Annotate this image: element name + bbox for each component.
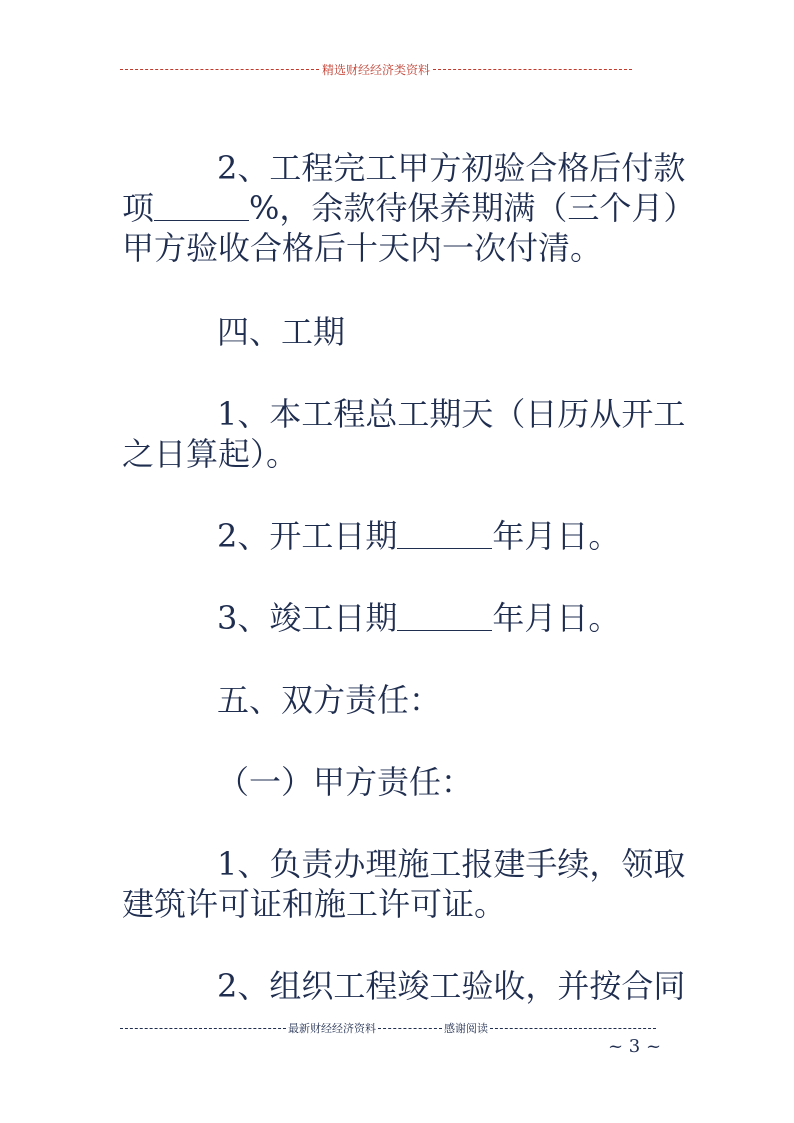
completion-date-label: 3、竣工日期 (217, 599, 398, 637)
page-header (120, 60, 632, 78)
section-heading-schedule: 四、工期 (217, 313, 346, 351)
footer-left-text: 最新财经经济资料 (288, 1022, 376, 1035)
start-date-label: 2、开工日期 (217, 517, 398, 555)
subheading-party-a: （一）甲方责任： (217, 763, 474, 801)
paragraph-duration-line1: 1、本工程总工期天（日历从开工 (217, 395, 686, 433)
document-body (122, 148, 696, 1006)
page-footer (120, 1020, 656, 1036)
paragraph-payment-line3: 甲方验收合格后十天内一次付清。 (122, 229, 603, 267)
footer-right-text: 感谢阅读 (444, 1022, 488, 1035)
paragraph-payment-line2 (122, 188, 696, 228)
start-date-units: 年月日。 (492, 517, 621, 555)
header-text: 精选财经经济类资料 (322, 62, 431, 77)
start-date-blank (397, 520, 492, 549)
completion-date-units: 年月日。 (492, 599, 621, 637)
header-dash-left (120, 69, 319, 70)
section-heading-responsibilities: 五、双方责任： (217, 681, 442, 719)
header-dash-right (433, 69, 632, 70)
paragraph-start-date (122, 516, 674, 556)
paragraph-duration-line2: 之日算起）。 (122, 435, 299, 473)
payment-term-label: 项 (122, 189, 155, 227)
payment-percent-blank (154, 192, 249, 221)
paragraph-permits-line2: 建筑许可证和施工许可证。 (122, 885, 507, 923)
completion-date-blank (397, 602, 492, 631)
page-number: ~ 3 ~ (608, 1036, 662, 1057)
payment-term-rest: %，余款待保养期满（三个月） (249, 189, 696, 227)
footer-dash-left (120, 1028, 286, 1029)
footer-dash-right (490, 1028, 656, 1029)
paragraph-permits-line1: 1、负责办理施工报建手续，领取 (217, 845, 686, 883)
paragraph-acceptance-line1: 2、组织工程竣工验收，并按合同 (217, 967, 686, 1005)
footer-dash-middle (378, 1028, 442, 1029)
paragraph-payment-line1: 2、工程完工甲方初验合格后付款 (217, 149, 686, 187)
paragraph-completion-date (122, 598, 674, 638)
